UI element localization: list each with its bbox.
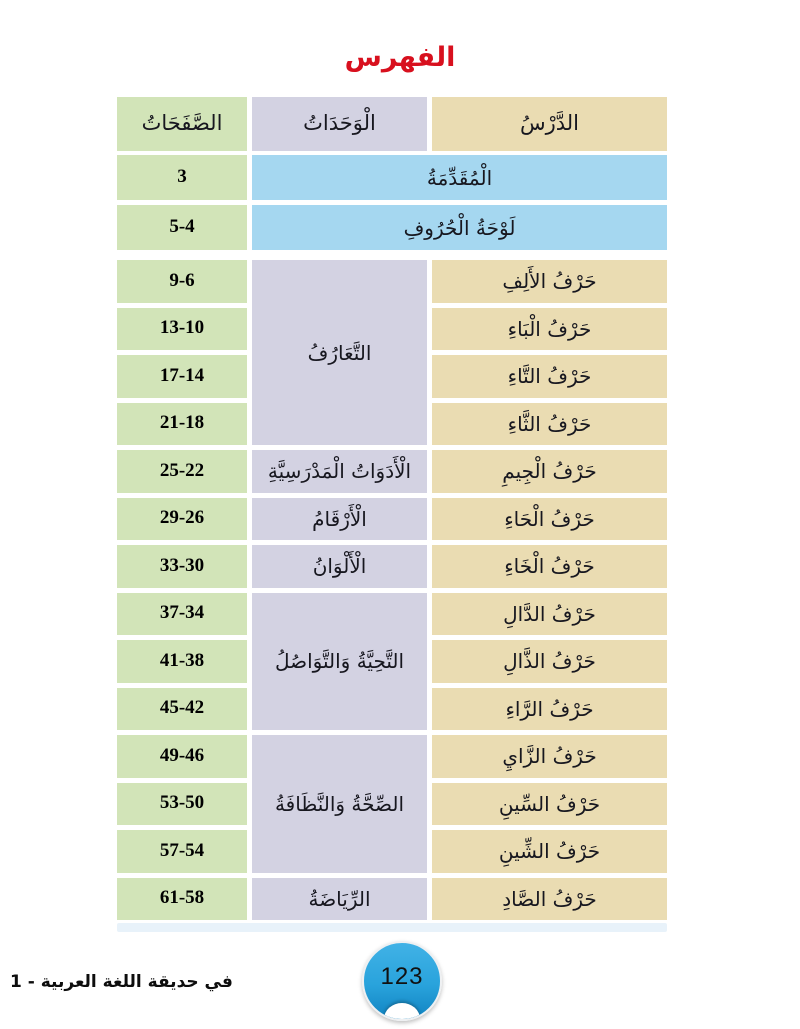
book-title-footer: في حديقة اللغة العربية - 1: [10, 972, 233, 992]
intro-row-pages: 3: [117, 155, 247, 200]
unit-name: الصِّحَّةُ وَالنَّظَافَةُ: [252, 735, 427, 873]
toc-intro-rows: [117, 155, 667, 250]
intro-row-pages: 5-4: [117, 205, 247, 250]
unit-name: الرِّيَاضَةُ: [252, 878, 427, 921]
toc-header-row: [117, 97, 667, 151]
page-title: الفهرس: [344, 42, 456, 73]
page-number: 123: [380, 963, 424, 990]
lesson-title: حَرْفُ الْبَاءِ: [432, 308, 667, 351]
toc-lesson-rows: [117, 260, 667, 920]
lesson-pages: 17-14: [117, 355, 247, 398]
lesson-title: حَرْفُ الثَّاءِ: [432, 403, 667, 446]
lesson-title: حَرْفُ الذَّالِ: [432, 640, 667, 683]
lesson-title: حَرْفُ الرَّاءِ: [432, 688, 667, 731]
lesson-title: حَرْفُ الْجِيمِ: [432, 450, 667, 493]
lesson-title: حَرْفُ التَّاءِ: [432, 355, 667, 398]
unit-name: الْأَرْقَامُ: [252, 498, 427, 541]
lesson-title: حَرْفُ الأَلِفِ: [432, 260, 667, 303]
lesson-title: حَرْفُ الشِّينِ: [432, 830, 667, 873]
lesson-title: حَرْفُ الدَّالِ: [432, 593, 667, 636]
lesson-pages: 21-18: [117, 403, 247, 446]
lesson-pages: 33-30: [117, 545, 247, 588]
table-of-contents: [117, 97, 667, 932]
lesson-pages: 13-10: [117, 308, 247, 351]
lesson-title: حَرْفُ الْحَاءِ: [432, 498, 667, 541]
lesson-pages: 53-50: [117, 783, 247, 826]
lesson-title: حَرْفُ السِّينِ: [432, 783, 667, 826]
lesson-pages: 41-38: [117, 640, 247, 683]
unit-name: التَّحِيَّةُ وَالتَّوَاصُلُ: [252, 593, 427, 731]
lesson-pages: 25-22: [117, 450, 247, 493]
lesson-pages: 61-58: [117, 878, 247, 921]
lesson-pages: 37-34: [117, 593, 247, 636]
intro-row-title: لَوْحَةُ الْحُرُوفِ: [252, 205, 667, 250]
page-number-badge: [362, 941, 442, 1021]
header-pages: الصَّفَحَاتُ: [117, 97, 247, 151]
unit-name: التَّعَارُفُ: [252, 260, 427, 445]
header-units: الْوَحَدَاتُ: [252, 97, 427, 151]
lesson-title: حَرْفُ الْخَاءِ: [432, 545, 667, 588]
lesson-pages: 49-46: [117, 735, 247, 778]
header-lesson: الدَّرْسُ: [432, 97, 667, 151]
table-bottom-strip: [117, 923, 667, 932]
lesson-title: حَرْفُ الزَّايِ: [432, 735, 667, 778]
lesson-title: حَرْفُ الصَّادِ: [432, 878, 667, 921]
unit-name: الْأَلْوَانُ: [252, 545, 427, 588]
lesson-pages: 57-54: [117, 830, 247, 873]
lesson-pages: 29-26: [117, 498, 247, 541]
unit-name: الْأَدَوَاتُ الْمَدْرَسِيَّةِ: [252, 450, 427, 493]
intro-row-title: الْمُقَدِّمَةُ: [252, 155, 667, 200]
lesson-pages: 45-42: [117, 688, 247, 731]
lesson-pages: 9-6: [117, 260, 247, 303]
